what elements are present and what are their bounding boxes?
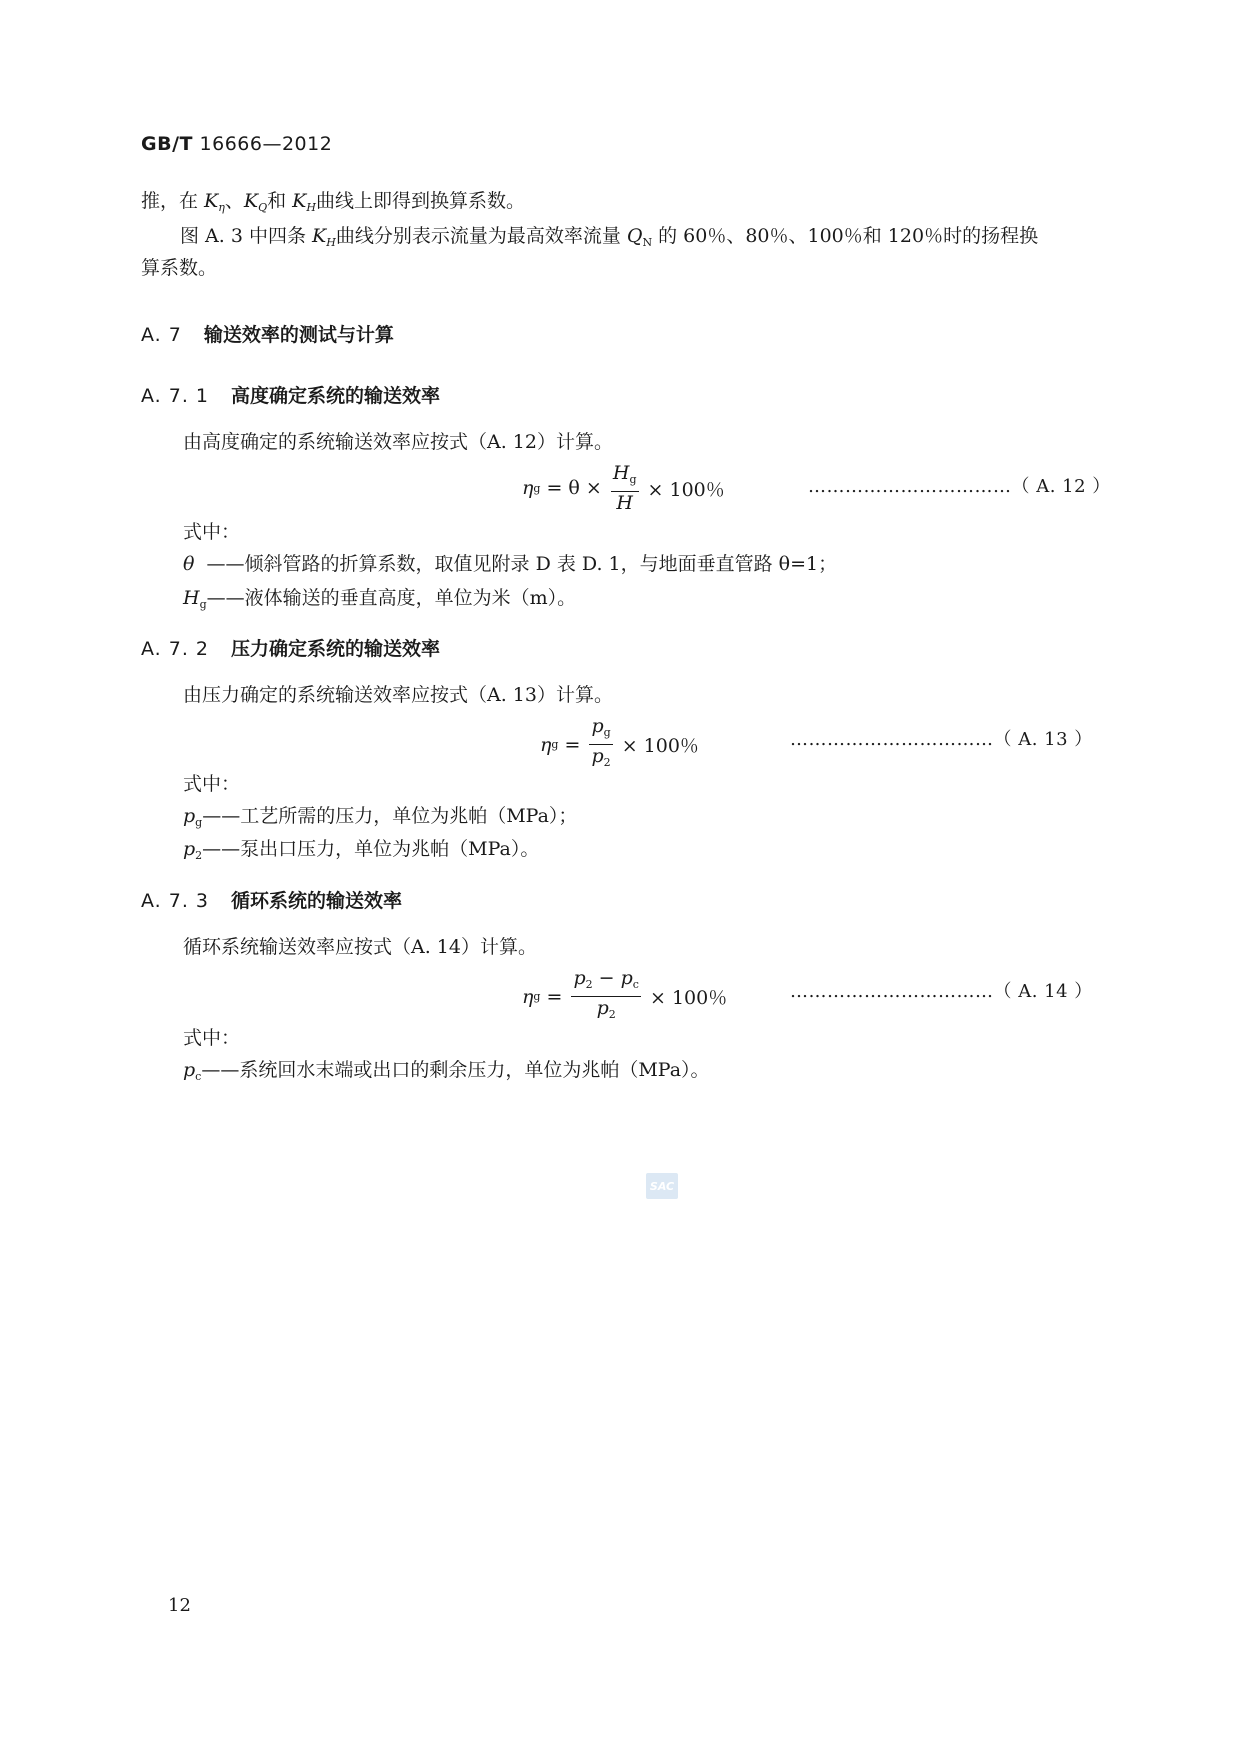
symbol: K: [243, 190, 259, 212]
section-heading-a71: [141, 381, 440, 408]
symbol: p: [183, 838, 196, 860]
subscript: g: [199, 598, 207, 611]
where-label: 式中：: [183, 1027, 241, 1049]
symbol: p: [183, 805, 196, 827]
numerator: H: [612, 462, 630, 484]
section-heading-a7: [141, 320, 394, 347]
subscript: g: [195, 816, 203, 829]
section-number: A. 7. 3: [141, 890, 209, 912]
symbol: H: [183, 587, 200, 609]
fraction: [611, 462, 639, 514]
denominator: H: [616, 492, 633, 514]
numerator-term: p: [573, 967, 586, 989]
section-number: A. 7. 1: [141, 385, 209, 407]
operator: =: [540, 985, 569, 1008]
formula-a14: [522, 967, 727, 1026]
symbol: Q: [626, 225, 643, 247]
definition-hg: [183, 584, 576, 619]
text: 曲线分别表示流量为最高效率流量: [335, 225, 627, 247]
subscript: H: [326, 236, 336, 249]
paragraph: 由压力确定的系统输送效率应按式（A. 13）计算。: [183, 684, 613, 706]
text: 图 A. 3 中四条: [180, 225, 313, 247]
formula-a13: [540, 715, 699, 774]
symbol: K: [204, 190, 219, 212]
text: 的 60％、80％、100％和 120％时的扬程换: [652, 225, 1039, 247]
numerator: p: [591, 715, 604, 737]
symbol: η: [522, 477, 534, 499]
document-header: [141, 133, 332, 155]
section-title: 高度确定系统的输送效率: [231, 385, 441, 407]
subscript: 2: [195, 849, 203, 862]
equation-number: ……………………………（ A. 14 ）: [790, 981, 1093, 1002]
definition-text: ——倾斜管路的折算系数，取值见附录 D 表 D. 1，与地面垂直管路 θ=1；: [194, 553, 838, 575]
definition-text: ——系统回水末端或出口的剩余压力，单位为兆帕（MPa）。: [201, 1059, 710, 1081]
symbol: η: [522, 985, 534, 1008]
text: 推，在: [141, 190, 205, 212]
section-heading-a73: [141, 886, 402, 913]
subscript: c: [195, 1070, 202, 1083]
text: 和: [267, 190, 293, 212]
section-number: A. 7: [141, 324, 182, 346]
subscript: g: [533, 990, 541, 1003]
section-title: 循环系统的输送效率: [231, 890, 403, 912]
subscript: 2: [603, 756, 611, 769]
section-title: 输送效率的测试与计算: [203, 324, 394, 346]
definition-pg: [183, 802, 577, 837]
subscript: N: [642, 236, 653, 249]
symbol: K: [292, 190, 307, 212]
subscript: 2: [585, 978, 593, 991]
subscript: η: [218, 201, 225, 214]
definition-theta: [183, 550, 837, 578]
where-label: 式中：: [183, 521, 241, 543]
section-number: A. 7. 2: [141, 638, 209, 660]
intro-line-2: [180, 222, 1038, 257]
equation-number: ……………………………（ A. 13 ）: [790, 729, 1093, 750]
symbol: p: [183, 1059, 196, 1081]
operator: × 100％: [641, 478, 725, 501]
denominator: p: [596, 997, 609, 1019]
symbol: θ: [183, 553, 195, 575]
intro-line-1: [141, 187, 525, 222]
paragraph: 循环系统输送效率应按式（A. 14）计算。: [183, 936, 537, 958]
symbol: K: [312, 225, 327, 247]
subscript: g: [629, 473, 637, 486]
section-title: 压力确定系统的输送效率: [231, 638, 441, 660]
where-label: 式中：: [183, 773, 241, 795]
numerator-term: p: [620, 967, 633, 989]
intro-line-3: 算系数。: [141, 257, 218, 279]
subscript: g: [533, 481, 541, 495]
subscript: Q: [258, 201, 268, 214]
fraction: [571, 967, 641, 1026]
symbol: η: [540, 733, 552, 756]
definition-text: ——工艺所需的压力，单位为兆帕（MPa）；: [202, 805, 578, 827]
subscript: c: [632, 978, 639, 991]
section-heading-a72: [141, 634, 440, 661]
text: 、: [224, 190, 244, 212]
equation-number: ……………………………（ A. 12 ）: [808, 476, 1111, 497]
operator: =: [558, 733, 587, 756]
operator: × 100％: [643, 987, 728, 1009]
definition-p2: [183, 835, 539, 870]
definition-text: ——泵出口压力，单位为兆帕（MPa）。: [202, 838, 540, 860]
subscript: H: [306, 201, 316, 214]
operator: × 100％: [615, 735, 699, 757]
definition-text: ——液体输送的垂直高度，单位为米（m）。: [206, 587, 577, 609]
standard-code: GB/T: [141, 133, 193, 155]
definition-pc: [183, 1056, 710, 1091]
operator: −: [592, 967, 621, 989]
standard-number: 16666—2012: [199, 133, 333, 155]
subscript: 2: [608, 1008, 616, 1021]
subscript: g: [551, 738, 559, 751]
operator: = θ ×: [540, 477, 608, 499]
subscript: g: [603, 726, 611, 739]
fraction: [589, 715, 612, 774]
paragraph: 由高度确定的系统输送效率应按式（A. 12）计算。: [183, 431, 613, 453]
denominator: p: [591, 745, 604, 767]
sac-watermark-logo: SAC: [646, 1173, 678, 1199]
page-number: 12: [168, 1595, 191, 1616]
text: 曲线上即得到换算系数。: [315, 190, 525, 212]
formula-a12: [522, 462, 725, 514]
